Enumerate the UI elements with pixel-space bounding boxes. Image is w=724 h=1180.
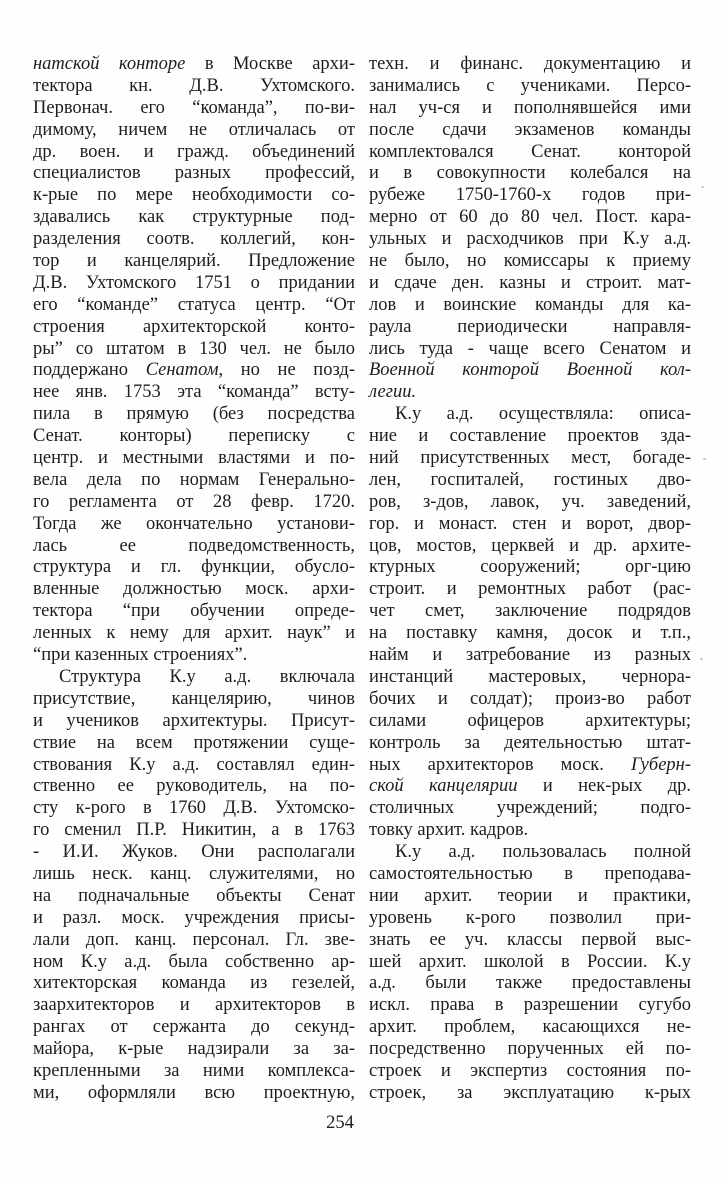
text-line: столичных учреждений; подго- bbox=[369, 798, 691, 819]
scan-speck bbox=[700, 658, 703, 660]
text-line: ульных и расходчиков при К.у а.д. bbox=[369, 229, 691, 250]
text-line: Тогда же окончательно установи- bbox=[33, 513, 355, 534]
text-line: вела дела по нормам Генерально- bbox=[33, 469, 355, 490]
text-line: ктурных сооружений; орг-цию bbox=[369, 557, 691, 578]
text-line: нал уч-ся и пополнявшейся ими bbox=[369, 97, 691, 118]
text-line: ний присутственных мест, богаде- bbox=[369, 448, 691, 469]
text-line: искл. права в разрешении сугубо bbox=[369, 995, 691, 1016]
text-line: натской конторе в Москве архи- bbox=[33, 54, 355, 74]
text-line: легии. bbox=[369, 382, 417, 403]
text-line: лали доп. канц. персонал. Гл. зве- bbox=[33, 929, 355, 950]
text-line: ном К.у а.д. была собственно ар- bbox=[33, 951, 355, 972]
text-line: строек, за эксплуатацию к-рых bbox=[369, 1082, 691, 1103]
text-line: к-рые по мере необходимости со- bbox=[33, 185, 355, 206]
text-line: майора, к-рые надзирали за за- bbox=[33, 1039, 355, 1060]
text-line: ние и составление проектов зда- bbox=[369, 426, 691, 447]
text-line: раула периодически направля- bbox=[369, 316, 691, 337]
text-line: лась ее подведомственность, bbox=[33, 535, 355, 556]
text-line: тор и канцелярий. Предложение bbox=[33, 251, 355, 272]
text-line: вленные должностью моск. архи- bbox=[33, 579, 355, 600]
text-line: силами офицеров архитектуры; bbox=[369, 710, 691, 731]
text-line: Д.В. Ухтомского 1751 о придании bbox=[33, 272, 355, 293]
text-line: димому, ничем не отличалась от bbox=[33, 119, 355, 140]
text-line: заархитекторов и архитекторов в bbox=[33, 995, 355, 1016]
text-line: ственно ее руководитель, на по- bbox=[33, 776, 355, 797]
text-line: и разл. моск. учреждения присы- bbox=[33, 907, 355, 928]
text-line: и сдаче ден. казны и строит. мат- bbox=[369, 272, 691, 293]
text-line: уровень к-рого позволил при- bbox=[369, 907, 691, 928]
text-line: товку архит. кадров. bbox=[369, 820, 529, 841]
text-line: нее янв. 1753 эта “команда” всту- bbox=[33, 382, 355, 403]
text-line: пила в прямую (без посредства bbox=[33, 404, 355, 425]
text-line: лов и воинские команды для ка- bbox=[369, 294, 691, 315]
text-line: гор. и монаст. стен и ворот, двор- bbox=[369, 513, 691, 534]
text-line: ных архитекторов моск. Губерн- bbox=[369, 754, 691, 775]
text-line: строек и экспертиз состояния по- bbox=[369, 1060, 691, 1081]
text-line: др. воен. и гражд. объединений bbox=[33, 141, 355, 162]
scan-speck bbox=[701, 186, 704, 188]
text-line: ствования К.у а.д. составлял един- bbox=[33, 754, 355, 775]
text-line: Военной конторой Военной кол- bbox=[369, 360, 691, 381]
text-line: ми, оформляли всю проектную, bbox=[33, 1082, 355, 1103]
text-line: К.у а.д. пользовалась полной bbox=[395, 842, 691, 863]
text-line: ры” со штатом в 130 чел. не было bbox=[33, 338, 355, 359]
text-line: сту к-рого в 1760 Д.В. Ухтомско- bbox=[33, 798, 355, 819]
scan-speck bbox=[703, 458, 706, 460]
text-line: хитекторская команда из гезелей, bbox=[33, 973, 355, 994]
text-line: и учеников архитектуры. Присут- bbox=[33, 710, 355, 731]
text-line: бочих и солдат); произ-во работ bbox=[369, 688, 691, 709]
text-line: занимались с учениками. Персо- bbox=[369, 75, 691, 96]
text-line: Структура К.у а.д. включала bbox=[59, 666, 355, 687]
text-line: цов, мостов, церквей и др. архите- bbox=[369, 535, 691, 556]
text-line: - И.И. Жуков. Они располагали bbox=[33, 842, 355, 863]
text-line: не было, но комиссары к приему bbox=[369, 251, 691, 272]
text-line: контроль за деятельностью штат- bbox=[369, 732, 691, 753]
text-line: знать ее уч. классы первой выс- bbox=[369, 929, 691, 950]
text-line: ствие на всем протяжении суще- bbox=[33, 732, 355, 753]
text-block bbox=[33, 54, 691, 1105]
text-line: посредственно порученных ей по- bbox=[369, 1039, 691, 1060]
text-line: го регламента от 28 февр. 1720. bbox=[33, 491, 355, 512]
text-line: найм и затребование из разных bbox=[369, 645, 691, 666]
text-line: здавались как структурные под- bbox=[33, 207, 355, 228]
text-line: а.д. были также предоставлены bbox=[369, 973, 691, 994]
text-line: присутствие, канцелярию, чинов bbox=[33, 688, 355, 709]
text-line: разделения соотв. коллегий, кон- bbox=[33, 229, 355, 250]
text-line: строения архитекторской конто- bbox=[33, 316, 355, 337]
right-column bbox=[369, 54, 691, 1105]
text-line: мерно от 60 до 80 чел. Пост. кара- bbox=[369, 207, 691, 228]
text-line: Сенат. конторы) переписку с bbox=[33, 426, 355, 447]
text-line: комплектовался Сенат. конторой bbox=[369, 141, 691, 162]
text-line: на поставку камня, досок и т.п., bbox=[369, 623, 691, 644]
text-line: лишь неск. канц. служителями, но bbox=[33, 863, 355, 884]
text-line: поддержано Сенатом, но не позд- bbox=[33, 360, 355, 381]
text-line: лись туда - чаще всего Сенатом и bbox=[369, 338, 691, 359]
text-line: тектора “при обучении опреде- bbox=[33, 601, 355, 622]
text-line: рубеже 1750-1760-х годов при- bbox=[369, 185, 691, 206]
text-line: после сдачи экзаменов команды bbox=[369, 119, 691, 140]
text-line: и в совокупности колебался на bbox=[369, 163, 691, 184]
page-number: 254 bbox=[326, 1113, 354, 1133]
text-line: нии архит. теории и практики, bbox=[369, 885, 691, 906]
text-line: ской канцелярии и нек-рых др. bbox=[369, 776, 691, 797]
text-line: архит. проблем, касающихся не- bbox=[369, 1017, 691, 1038]
text-line: крепленными за ними комплекса- bbox=[33, 1060, 355, 1081]
text-line: тектора кн. Д.В. Ухтомского. bbox=[33, 75, 355, 96]
text-line: Первонач. его “команда”, по-ви- bbox=[33, 97, 355, 118]
text-line: го сменил П.Р. Никитин, а в 1763 bbox=[33, 820, 355, 841]
text-line: техн. и финанс. документацию и bbox=[369, 54, 691, 74]
text-line: ров, з-дов, лавок, уч. заведений, bbox=[369, 491, 691, 512]
text-line: чет смет, заключение подрядов bbox=[369, 601, 691, 622]
text-line: К.у а.д. осуществляла: описа- bbox=[395, 404, 691, 425]
left-column bbox=[33, 54, 355, 1105]
text-line: инстанций мастеровых, чернора- bbox=[369, 666, 691, 687]
text-line: его “команде” статуса центр. “От bbox=[33, 294, 355, 315]
text-line: структура и гл. функции, обусло- bbox=[33, 557, 355, 578]
text-line: на подначальные объекты Сенат bbox=[33, 885, 355, 906]
text-line: строит. и ремонтных работ (рас- bbox=[369, 579, 691, 600]
text-line: самостоятельностью в преподава- bbox=[369, 863, 691, 884]
text-line: “при казенных строениях”. bbox=[33, 645, 248, 666]
text-line: ленных к нему для архит. наук” и bbox=[33, 623, 355, 644]
text-line: рангах от сержанта до секунд- bbox=[33, 1017, 355, 1038]
text-line: центр. и местными властями и по- bbox=[33, 448, 355, 469]
text-line: шей архит. школой в России. К.у bbox=[369, 951, 691, 972]
text-line: специалистов разных профессий, bbox=[33, 163, 355, 184]
text-line: лен, госпиталей, гостиных дво- bbox=[369, 469, 691, 490]
